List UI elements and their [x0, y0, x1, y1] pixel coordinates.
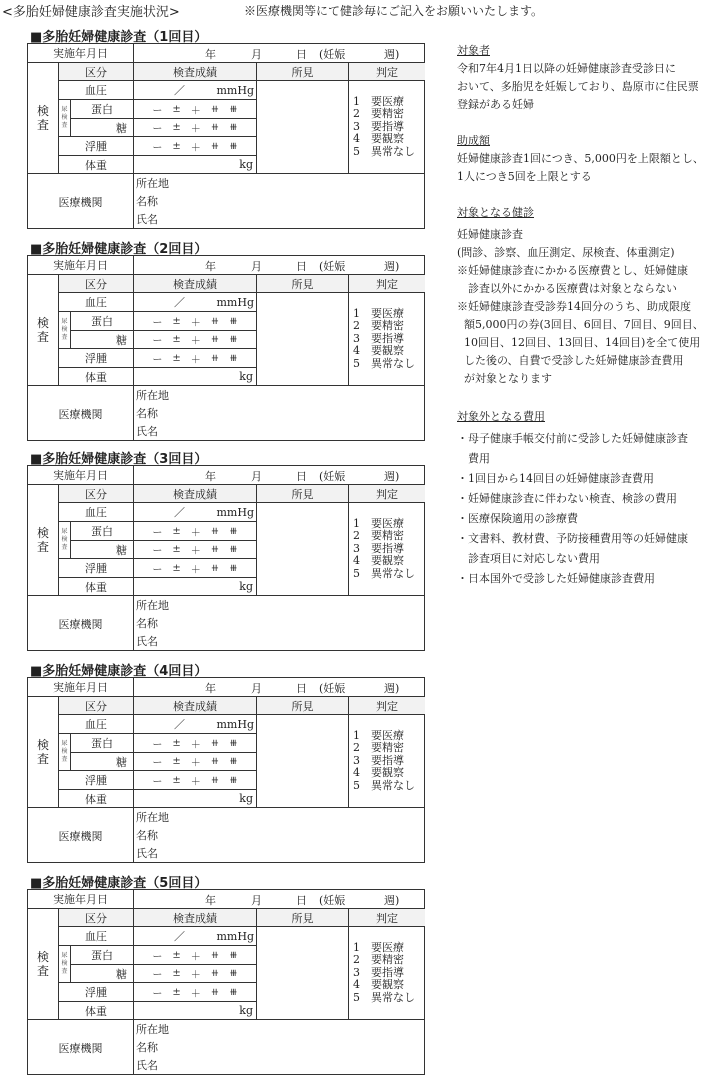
protein-label: 蛋白 [71, 946, 134, 965]
blood-pressure-field[interactable] [134, 293, 257, 312]
bp-unit: mmHg [216, 295, 254, 309]
page-note: ※医療機関等にて健診毎にご記入をお願いいたします。 [244, 4, 544, 18]
covered-line: が対象となります [464, 372, 552, 385]
excluded-line: ・日本国外で受診した妊婦健康診査費用 [457, 572, 655, 585]
blood-pressure-field[interactable] [134, 81, 257, 100]
findings-field[interactable] [257, 927, 349, 1020]
findings-header: 所見 [257, 275, 349, 293]
weight-field[interactable] [134, 368, 257, 386]
findings-header: 所見 [257, 909, 349, 927]
judgment-header: 判定 [349, 909, 425, 927]
institution-field[interactable] [134, 174, 425, 229]
blood-pressure-field[interactable] [134, 715, 257, 734]
slash: ／ [174, 930, 185, 943]
protein-label: 蛋白 [71, 734, 134, 753]
weight-unit: kg [239, 792, 253, 805]
urine-test-label: 尿 検 査 [59, 522, 71, 559]
institution-label: 医療機関 [28, 1020, 134, 1075]
protein-label: 蛋白 [71, 312, 134, 331]
findings-field[interactable] [257, 715, 349, 808]
edema-label: 浮腫 [59, 559, 134, 578]
month-label: 月 [251, 894, 262, 907]
month-label: 月 [251, 470, 262, 483]
institution-label: 医療機関 [28, 386, 134, 441]
sugar-label: 糖 [71, 753, 134, 771]
weight-unit: kg [239, 1004, 253, 1017]
blood-pressure-label: 血圧 [59, 81, 134, 100]
covered-line: ※妊婦健康診査にかかる医療費とし、妊婦健康 [457, 264, 688, 277]
doctor-label: 氏名 [136, 846, 158, 860]
section-title: ■多胎妊婦健康診査（4回目） [30, 664, 208, 679]
protein-scale[interactable]: ー ± ＋ ⧺ ⧻ [134, 946, 257, 965]
institution-field[interactable] [134, 1020, 425, 1075]
slash: ／ [174, 296, 185, 309]
sugar-scale[interactable]: ー ± ＋ ⧺ ⧻ [134, 965, 257, 983]
covered-line: 額5,000円の券(3回目、6回目、7回目、9回目、 [464, 318, 704, 331]
address-label: 所在地 [136, 810, 169, 824]
edema-scale[interactable]: ー ± ＋ ⧺ ⧻ [134, 559, 257, 578]
protein-label: 蛋白 [71, 522, 134, 541]
date-field[interactable] [134, 466, 425, 485]
month-label: 月 [251, 682, 262, 695]
address-label: 所在地 [136, 1022, 169, 1036]
pregnancy-label: (妊娠 [319, 48, 346, 61]
protein-scale[interactable]: ー ± ＋ ⧺ ⧻ [134, 312, 257, 331]
info-panel [457, 42, 711, 589]
edema-label: 浮腫 [59, 771, 134, 790]
address-label: 所在地 [136, 388, 169, 402]
covered-line: 妊婦健康診査 [457, 228, 523, 241]
weight-label: 体重 [59, 156, 134, 174]
day-label: 日 [296, 470, 307, 483]
category-header: 区分 [59, 63, 134, 81]
edema-scale[interactable]: ー ± ＋ ⧺ ⧻ [134, 137, 257, 156]
week-label: 週) [384, 260, 400, 273]
doctor-label: 氏名 [136, 424, 158, 438]
pregnancy-label: (妊娠 [319, 894, 346, 907]
target-line: 登録がある妊婦 [457, 98, 534, 111]
findings-field[interactable] [257, 293, 349, 386]
day-label: 日 [296, 260, 307, 273]
weight-field[interactable] [134, 156, 257, 174]
pregnancy-label: (妊娠 [319, 682, 346, 695]
results-header: 検査成績 [134, 909, 257, 927]
results-header: 検査成績 [134, 275, 257, 293]
slash: ／ [174, 718, 185, 731]
excluded-line: ・医療保険適用の診療費 [457, 512, 578, 525]
edema-label: 浮腫 [59, 349, 134, 368]
slash: ／ [174, 84, 185, 97]
covered-heading: 対象となる健診 [457, 206, 534, 219]
bp-unit: mmHg [216, 929, 254, 943]
blood-pressure-label: 血圧 [59, 293, 134, 312]
exam-label: 検 査 [28, 697, 59, 808]
edema-scale[interactable]: ー ± ＋ ⧺ ⧻ [134, 983, 257, 1002]
weight-field[interactable] [134, 1002, 257, 1020]
blood-pressure-label: 血圧 [59, 927, 134, 946]
exam-label: 検 査 [28, 485, 59, 596]
judgment-options[interactable]: 1 要医療 2 要精密 3 要指導 4 要観察 5 異常なし [349, 503, 425, 596]
protein-scale[interactable]: ー ± ＋ ⧺ ⧻ [134, 100, 257, 119]
excluded-line: ・文書料、教材費、予防接種費用等の妊婦健康 [457, 532, 688, 545]
findings-header: 所見 [257, 485, 349, 503]
blood-pressure-field[interactable] [134, 927, 257, 946]
urine-test-label: 尿 検 査 [59, 312, 71, 349]
excluded-line: ・1回目から14回目の妊婦健康診査費用 [457, 472, 654, 485]
day-label: 日 [296, 48, 307, 61]
day-label: 日 [296, 682, 307, 695]
institution-label: 医療機関 [28, 808, 134, 863]
judgment-header: 判定 [349, 697, 425, 715]
edema-label: 浮腫 [59, 137, 134, 156]
name-label: 名称 [136, 616, 158, 630]
year-label: 年 [205, 260, 216, 273]
exam-table [27, 465, 425, 651]
bp-unit: mmHg [216, 83, 254, 97]
exam-table [27, 43, 425, 229]
day-label: 日 [296, 894, 307, 907]
target-line: 令和7年4月1日以降の妊婦健康診査受診日に [457, 62, 676, 75]
findings-field[interactable] [257, 81, 349, 174]
month-label: 月 [251, 48, 262, 61]
edema-scale[interactable]: ー ± ＋ ⧺ ⧻ [134, 771, 257, 790]
judgment-options[interactable]: 1 要医療 2 要精密 3 要指導 4 要観察 5 異常なし [349, 293, 425, 386]
date-field[interactable] [134, 256, 425, 275]
weight-field[interactable] [134, 578, 257, 596]
week-label: 週) [384, 682, 400, 695]
judgment-header: 判定 [349, 485, 425, 503]
section-title: ■多胎妊婦健康診査（1回目） [30, 30, 208, 45]
blood-pressure-label: 血圧 [59, 715, 134, 734]
protein-scale[interactable]: ー ± ＋ ⧺ ⧻ [134, 522, 257, 541]
date-field[interactable] [134, 678, 425, 697]
category-header: 区分 [59, 909, 134, 927]
subsidy-heading: 助成額 [457, 134, 490, 147]
category-header: 区分 [59, 697, 134, 715]
results-header: 検査成績 [134, 697, 257, 715]
sugar-label: 糖 [71, 119, 134, 137]
section-title: ■多胎妊婦健康診査（5回目） [30, 876, 208, 891]
blood-pressure-field[interactable] [134, 503, 257, 522]
doctor-label: 氏名 [136, 212, 158, 226]
sugar-label: 糖 [71, 541, 134, 559]
excluded-line: ・母子健康手帳交付前に受診した妊婦健康診査 [457, 432, 688, 445]
doctor-label: 氏名 [136, 634, 158, 648]
month-label: 月 [251, 260, 262, 273]
sugar-scale[interactable]: ー ± ＋ ⧺ ⧻ [134, 331, 257, 349]
covered-line: (問診、診察、血圧測定、尿検査、体重測定) [457, 246, 675, 259]
judgment-header: 判定 [349, 63, 425, 81]
weight-label: 体重 [59, 368, 134, 386]
date-field[interactable] [134, 44, 425, 63]
weight-unit: kg [239, 580, 253, 593]
findings-header: 所見 [257, 63, 349, 81]
urine-test-label: 尿 検 査 [59, 100, 71, 137]
institution-label: 医療機関 [28, 174, 134, 229]
urine-test-label: 尿 検 査 [59, 946, 71, 983]
weight-unit: kg [239, 370, 253, 383]
judgment-options[interactable]: 1 要医療 2 要精密 3 要指導 4 要観察 5 異常なし [349, 927, 425, 1020]
date-label: 実施年月日 [28, 466, 134, 485]
covered-line: した後の、自費で受診した妊婦健康診査費用 [464, 354, 684, 367]
sugar-label: 糖 [71, 331, 134, 349]
name-label: 名称 [136, 1040, 158, 1054]
sugar-scale[interactable]: ー ± ＋ ⧺ ⧻ [134, 541, 257, 559]
protein-scale[interactable]: ー ± ＋ ⧺ ⧻ [134, 734, 257, 753]
protein-label: 蛋白 [71, 100, 134, 119]
excluded-line: 費用 [468, 452, 490, 465]
weight-label: 体重 [59, 790, 134, 808]
exam-table [27, 255, 425, 441]
results-header: 検査成績 [134, 63, 257, 81]
week-label: 週) [384, 48, 400, 61]
institution-label: 医療機関 [28, 596, 134, 651]
weight-field[interactable] [134, 790, 257, 808]
results-header: 検査成績 [134, 485, 257, 503]
exam-label: 検 査 [28, 63, 59, 174]
slash: ／ [174, 506, 185, 519]
target-heading: 対象者 [457, 44, 490, 57]
exam-table [27, 677, 425, 863]
sugar-scale[interactable]: ー ± ＋ ⧺ ⧻ [134, 753, 257, 771]
blood-pressure-label: 血圧 [59, 503, 134, 522]
bp-unit: mmHg [216, 505, 254, 519]
exam-label: 検 査 [28, 275, 59, 386]
exam-label: 検 査 [28, 909, 59, 1020]
weight-label: 体重 [59, 578, 134, 596]
address-label: 所在地 [136, 598, 169, 612]
year-label: 年 [205, 48, 216, 61]
covered-line: 10回目、12回目、13回目、14回目)を全て使用 [464, 336, 701, 349]
year-label: 年 [205, 470, 216, 483]
judgment-options[interactable]: 1 要医療 2 要精密 3 要指導 4 要観察 5 異常なし [349, 715, 425, 808]
section-title: ■多胎妊婦健康診査（2回目） [30, 242, 208, 257]
findings-header: 所見 [257, 697, 349, 715]
findings-field[interactable] [257, 503, 349, 596]
excluded-heading: 対象外となる費用 [457, 410, 545, 423]
sugar-scale[interactable]: ー ± ＋ ⧺ ⧻ [134, 119, 257, 137]
exam-table [27, 889, 425, 1075]
covered-line: 診査以外にかかる医療費は対象とならない [468, 282, 677, 295]
section-title: ■多胎妊婦健康診査（3回目） [30, 452, 208, 467]
category-header: 区分 [59, 275, 134, 293]
institution-field[interactable] [134, 596, 425, 651]
bp-unit: mmHg [216, 717, 254, 731]
year-label: 年 [205, 682, 216, 695]
urine-test-label: 尿 検 査 [59, 734, 71, 771]
institution-field[interactable] [134, 808, 425, 863]
week-label: 週) [384, 894, 400, 907]
category-header: 区分 [59, 485, 134, 503]
weight-label: 体重 [59, 1002, 134, 1020]
date-label: 実施年月日 [28, 678, 134, 697]
week-label: 週) [384, 470, 400, 483]
date-field[interactable] [134, 890, 425, 909]
edema-label: 浮腫 [59, 983, 134, 1002]
date-label: 実施年月日 [28, 44, 134, 63]
sugar-label: 糖 [71, 965, 134, 983]
pregnancy-label: (妊娠 [319, 260, 346, 273]
judgment-options[interactable]: 1 要医療 2 要精密 3 要指導 4 要観察 5 異常なし [349, 81, 425, 174]
judgment-header: 判定 [349, 275, 425, 293]
excluded-line: 診査項目に対応しない費用 [468, 552, 600, 565]
edema-scale[interactable]: ー ± ＋ ⧺ ⧻ [134, 349, 257, 368]
doctor-label: 氏名 [136, 1058, 158, 1072]
name-label: 名称 [136, 406, 158, 420]
page-title: <多胎妊婦健康診査実施状況> [2, 5, 180, 20]
date-label: 実施年月日 [28, 890, 134, 909]
weight-unit: kg [239, 158, 253, 171]
name-label: 名称 [136, 194, 158, 208]
name-label: 名称 [136, 828, 158, 842]
target-line: おいて、多胎児を妊娠しており、島原市に住民票 [457, 80, 699, 93]
subsidy-line: 1人につき5回を上限とする [457, 170, 592, 183]
excluded-line: ・妊婦健康診査に伴わない検査、検診の費用 [457, 492, 677, 505]
subsidy-line: 妊婦健康診査1回につき、5,000円を上限額とし、 [457, 152, 704, 165]
date-label: 実施年月日 [28, 256, 134, 275]
pregnancy-label: (妊娠 [319, 470, 346, 483]
address-label: 所在地 [136, 176, 169, 190]
covered-line: ※妊婦健康診査受診券14回分のうち、助成限度 [457, 300, 691, 313]
institution-field[interactable] [134, 386, 425, 441]
year-label: 年 [205, 894, 216, 907]
